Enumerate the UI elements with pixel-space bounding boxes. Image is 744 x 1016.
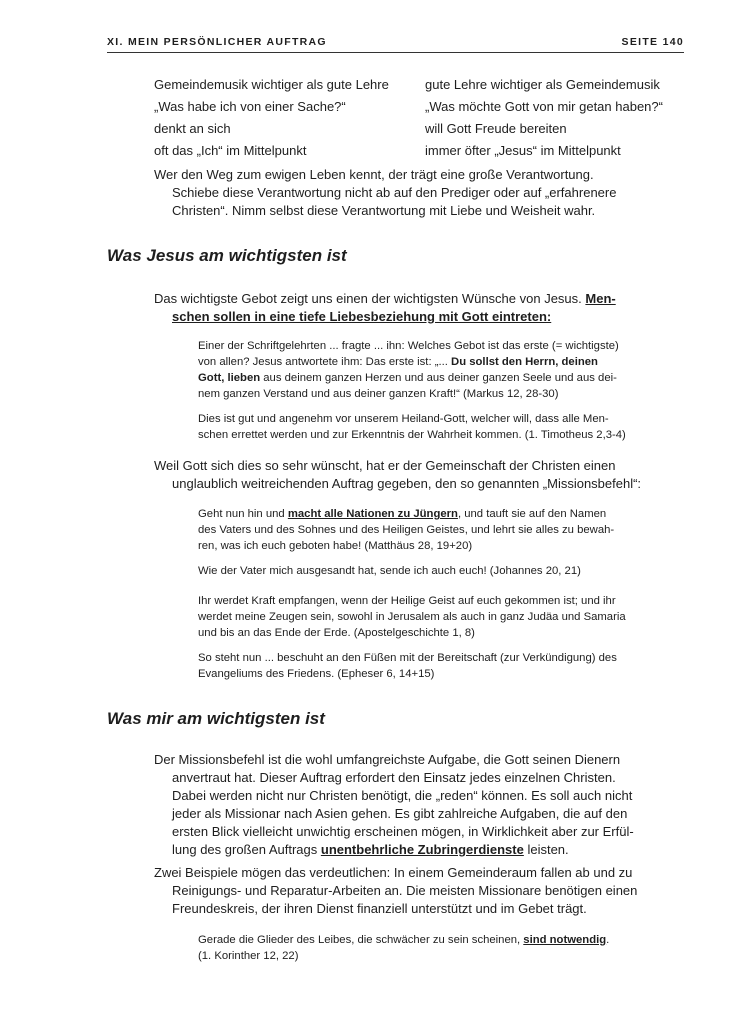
line: Zwei Beispiele mögen das verdeutlichen: In einem Gemeinderaum fallen ab und zu <box>154 865 633 880</box>
comparison-left: denkt an sich <box>154 121 231 136</box>
paragraph-responsibility <box>154 166 684 220</box>
line: nem ganzen Verstand und aus deiner ganzen Kraft!“ (Markus 12, 28-30) <box>198 388 559 400</box>
quote-markus <box>198 338 684 402</box>
line: Reinigungs- und Reparatur-Arbeiten an. Die meisten Missionare benötigen einen <box>172 883 638 898</box>
quote-johannes: Wie der Vater mich ausgesandt hat, sende ich auch euch! (Johannes 20, 21) <box>198 565 581 577</box>
line: Evangeliums des Friedens. (Epheser 6, 14+15) <box>198 668 435 680</box>
comparison-left: oft das „Ich“ im Mittelpunkt <box>154 143 307 158</box>
line: Freundeskreis, der ihren Dienst finanziell unterstützt und im Gebet trägt. <box>172 901 587 916</box>
chapter-title: XI. MEIN PERSÖNLICHER AUFTRAG <box>107 36 327 48</box>
emphasis: macht alle Nationen zu Jüngern <box>287 508 458 520</box>
paragraph-missionsbefehl <box>154 751 684 859</box>
line: Einer der Schriftgelehrten ... fragte ... ihn: Welches Gebot ist das erste (= wichtigste) <box>198 340 619 352</box>
line: Wer den Weg zum ewigen Leben kennt, der trägt eine große Verantwortung. <box>154 167 594 182</box>
comparison-row <box>154 118 684 140</box>
emphasis: Du sollst den Herrn, deinen <box>451 356 598 368</box>
text: Gerade die Glieder des Leibes, die schwächer zu sein scheinen, <box>198 934 524 946</box>
line: schen errettet werden und zur Erkenntnis der Wahrheit kommen. (1. Timotheus 2,3-4) <box>198 429 626 441</box>
line <box>198 506 684 522</box>
line: anvertraut hat. Dieser Auftrag erfordert den Einsatz jedes einzelnen Christen. <box>172 770 616 785</box>
emphasis-line: schen sollen in eine tiefe Liebesbeziehung mit Gott eintreten: <box>172 309 552 324</box>
comparison-row <box>154 74 684 96</box>
comparison-right: immer öfter „Jesus“ im Mittelpunkt <box>425 143 621 158</box>
line <box>154 290 684 308</box>
emphasis: Men- <box>585 291 616 306</box>
line: Christen“. Nimm selbst diese Verantwortung mit Liebe und Weisheit wahr. <box>172 203 596 218</box>
line: und bis an das Ende der Erde. (Apostelgeschichte 1, 8) <box>198 627 475 639</box>
text: lung des großen Auftrags <box>172 842 321 857</box>
heading-jesus: Was Jesus am wichtigsten ist <box>107 246 347 265</box>
line: Schiebe diese Verantwortung nicht ab auf den Prediger oder auf „erfahrenere <box>172 185 617 200</box>
paragraph-commandment <box>154 290 684 326</box>
line: ren, was ich euch geboten habe! (Matthäus 28, 19+20) <box>198 540 473 552</box>
emphasis: Gott, lieben <box>198 372 261 384</box>
line: jeder als Missionar nach Asien gehen. Es gibt zahlreiche Aufgaben, die auf den <box>172 806 628 821</box>
quote-matthaeus <box>198 506 684 554</box>
quote-epheser <box>198 650 684 682</box>
paragraph-beispiele <box>154 864 684 918</box>
text: Geht nun hin und <box>198 508 288 520</box>
emphasis: sind notwendig <box>523 934 607 946</box>
line: Ihr werdet Kraft empfangen, wenn der Heilige Geist auf euch gekommen ist; und ihr <box>198 595 616 607</box>
text: , und tauft sie auf den Namen <box>457 508 607 520</box>
line: Dies ist gut und angenehm vor unserem Heiland-Gott, welcher will, dass alle Men- <box>198 413 609 425</box>
quote-korinther <box>198 932 684 964</box>
emphasis: unentbehrliche Zubringerdienste <box>320 842 524 857</box>
quote-apostelgeschichte <box>198 593 684 641</box>
line: ersten Blick vielleicht unwichtig erscheinen mögen, in Wirklichkeit aber zur Erfül- <box>172 824 634 839</box>
line: unglaublich weitreichenden Auftrag gegeben, den so genannten „Missionsbefehl“: <box>172 476 642 491</box>
line: Dabei werden nicht nur Christen benötigt, die „reden“ können. Es soll auch nicht <box>172 788 633 803</box>
line <box>198 370 684 386</box>
comparison-row <box>154 140 684 162</box>
quote-timotheus <box>198 411 684 443</box>
line: (1. Korinther 12, 22) <box>198 950 299 962</box>
text: Das wichtigste Gebot zeigt uns einen der wichtigsten Wünsche von Jesus. <box>154 291 586 306</box>
line: Weil Gott sich dies so sehr wünscht, hat er der Gemeinschaft der Christen einen <box>154 458 616 473</box>
comparison-row <box>154 96 684 118</box>
page-number: SEITE 140 <box>621 36 684 48</box>
text: von allen? Jesus antwortete ihm: Das erste ist: „... <box>198 356 452 368</box>
line <box>198 932 684 948</box>
text: . <box>606 934 610 946</box>
comparison-right: will Gott Freude bereiten <box>425 121 567 136</box>
line <box>198 354 684 370</box>
paragraph-mission <box>154 457 684 493</box>
comparison-right: „Was möchte Gott von mir getan haben?“ <box>425 99 663 114</box>
heading-mir: Was mir am wichtigsten ist <box>107 709 325 728</box>
comparison-table <box>154 74 684 162</box>
text: leisten. <box>523 842 569 857</box>
comparison-left: Gemeindemusik wichtiger als gute Lehre <box>154 77 389 92</box>
line: Der Missionsbefehl ist die wohl umfangreichste Aufgabe, die Gott seinen Dienern <box>154 752 621 767</box>
line <box>154 841 684 859</box>
page-header <box>107 34 684 53</box>
comparison-left: „Was habe ich von einer Sache?“ <box>154 99 346 114</box>
comparison-right: gute Lehre wichtiger als Gemeindemusik <box>425 77 660 92</box>
line: So steht nun ... beschuht an den Füßen mit der Bereitschaft (zur Verkündigung) des <box>198 652 617 664</box>
line: werdet meine Zeugen sein, sowohl in Jerusalem als auch in ganz Judäa und Samaria <box>198 611 626 623</box>
line: des Vaters und des Sohnes und des Heiligen Geistes, und lehrt sie alles zu bewah- <box>198 524 615 536</box>
text: aus deinem ganzen Herzen und aus deiner ganzen Seele und aus dei- <box>260 372 617 384</box>
